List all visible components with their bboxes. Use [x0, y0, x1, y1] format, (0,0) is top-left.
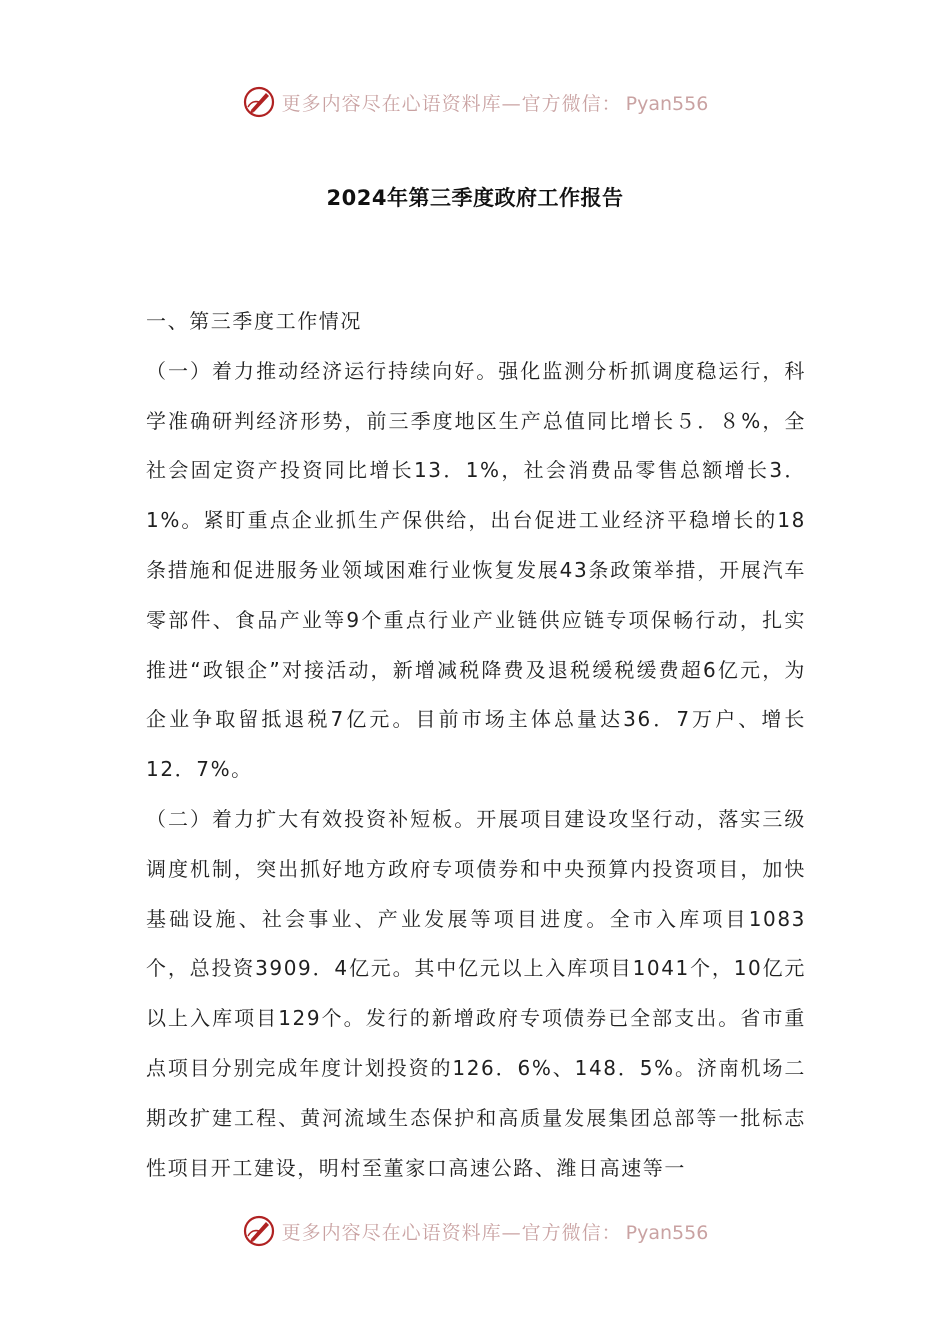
watermark-id: Pyan556 [625, 92, 709, 115]
document-body [146, 297, 806, 1193]
pen-circle-icon [242, 85, 276, 119]
paragraph: （二）着力扩大有效投资补短板。开展项目建设攻坚行动，落实三级调度机制，突出抓好地方政府专项债券和中央预算内投资项目，加快基础设施、社会事业、产业发展等项目进度。全市入库项目1083个，总投资3909．4亿元。其中亿元以上入库项目1041个，10亿元以上入库项目129个。发行的新增政府专项债券已全部支出。省市重点项目分别完成年度计划投资的126．6%、148．5%。济南机场二期改扩建工程、黄河流域生态保护和高质量发展集团总部等一批标志性项目开工建设，明村至董家口高速公路、潍日高速等一 [146, 806, 806, 1180]
pen-circle-icon [242, 1214, 276, 1248]
watermark-header [0, 82, 950, 122]
watermark-id: Pyan556 [625, 1221, 709, 1244]
document-title: 2024年第三季度政府工作报告 [326, 186, 624, 210]
paragraph: （一）着力推动经济运行持续向好。强化监测分析抓调度稳运行，科学准确研判经济形势，前三季度地区生产总值同比增长５．８%，全社会固定资产投资同比增长13．1%，社会消费品零售总额增长3．1%。紧盯重点企业抓生产保供给，出台促进工业经济平稳增长的18条措施和促进服务业领域困难行业恢复发展43条政策举措，开展汽车零部件、食品产业等9个重点行业产业链供应链专项保畅行动，扎实推进“政银企”对接活动，新增减税降费及退税缓税缓费超6亿元，为企业争取留抵退税7亿元。目前市场主体总量达36．7万户、增长12．7%。 [146, 358, 806, 782]
watermark-text: 更多内容尽在心语资料库—官方微信： Pyan556 [281, 92, 709, 115]
watermark-footer [0, 1211, 950, 1251]
watermark-text: 更多内容尽在心语资料库—官方微信： Pyan556 [281, 1221, 709, 1244]
section-heading: 一、第三季度工作情况 [146, 309, 362, 333]
